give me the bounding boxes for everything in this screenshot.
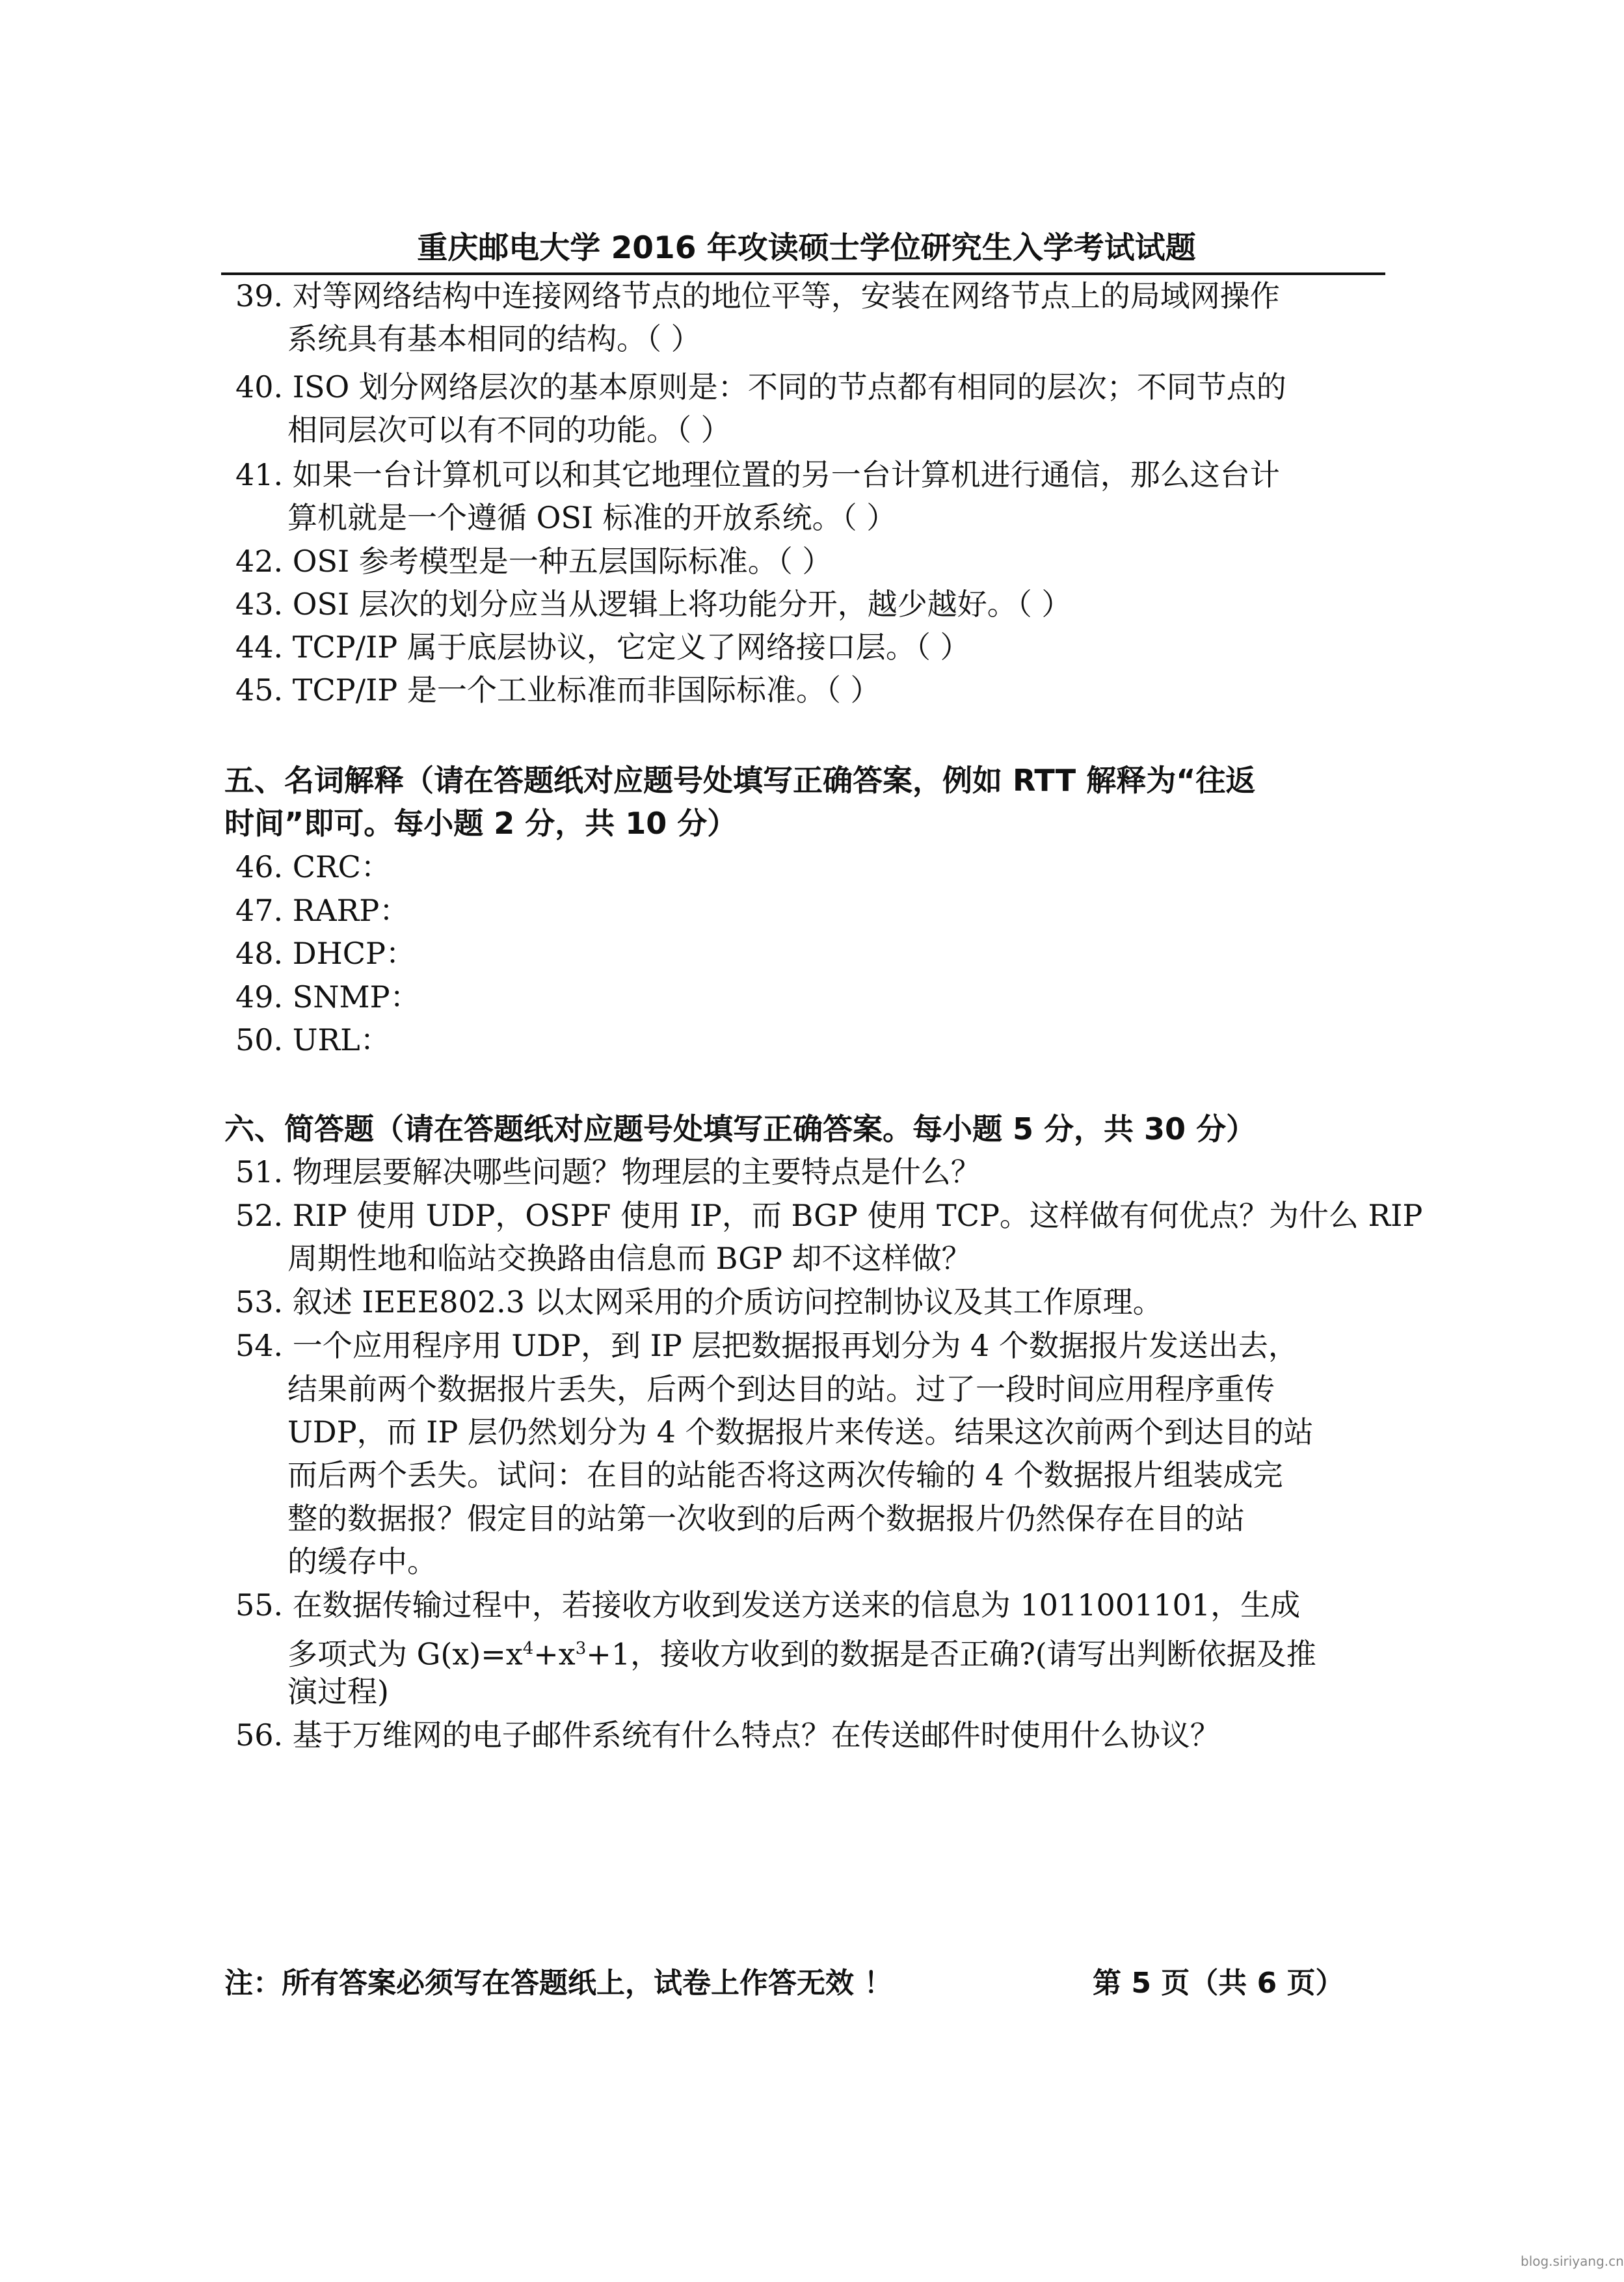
term-text: RARP： <box>292 893 410 928</box>
question-text: 基于万维网的电子邮件系统有什么特点？在传送邮件时使用什么协议？ <box>292 1718 1220 1753</box>
section-6-heading: 六、简答题（请在答题纸对应题号处填写正确答案。每小题 5 分，共 30 分） <box>224 1111 1257 1147</box>
question-number: 44. <box>235 630 284 665</box>
question-number: 47. <box>235 893 284 928</box>
question-text: 在数据传输过程中，若接收方收到发送方送来的信息为 1011001101，生成 <box>292 1587 1301 1623</box>
question-text: 如果一台计算机可以和其它地理位置的另一台计算机进行通信，那么这台计 <box>292 457 1280 492</box>
term-item <box>235 891 409 930</box>
question-text: TCP/IP 属于底层协议，它定义了网络接口层。（ ） <box>292 630 970 665</box>
question-53 <box>235 1282 1163 1321</box>
term-item <box>235 934 416 973</box>
question-number: 49. <box>235 979 284 1015</box>
question-text: RIP 使用 UDP，OSPF 使用 IP，而 BGP 使用 TCP。这样做有何优点？为什么 RIP <box>292 1198 1423 1233</box>
question-51 <box>235 1152 981 1191</box>
question-number: 46. <box>235 849 284 884</box>
question-56 <box>235 1716 1220 1755</box>
exponent: 4 <box>522 1639 534 1658</box>
question-number: 51. <box>235 1154 284 1189</box>
question-text: 一个应用程序用 UDP，到 IP 层把数据报再划分为 4 个数据报片发送出去， <box>292 1328 1298 1363</box>
question-39 <box>235 276 1280 315</box>
question-number: 41. <box>235 457 284 492</box>
page-number: 第 5 页（共 6 页） <box>1093 1967 1344 2000</box>
question-40 <box>235 367 1286 406</box>
question-43 <box>235 585 1071 624</box>
question-text: TCP/IP 是一个工业标准而非国际标准。（ ） <box>292 672 881 708</box>
question-54-cont: 结果前两个数据报片丢失，后两个到达目的站。过了一段时间应用程序重传 <box>287 1372 1275 1407</box>
question-text: 叙述 IEEE802.3 以太网采用的介质访问控制协议及其工作原理。 <box>292 1284 1163 1320</box>
question-41 <box>235 455 1280 494</box>
term-text: SNMP： <box>292 979 420 1015</box>
header-rule <box>221 272 1385 275</box>
question-text: 对等网络结构中连接网络节点的地位平等，安装在网络节点上的局域网操作 <box>292 278 1280 313</box>
question-39-cont: 系统具有基本相同的结构。（ ） <box>287 321 701 356</box>
formula-text: +1，接收方收到的数据是否正确?(请写出判断依据及推 <box>586 1636 1316 1672</box>
question-55 <box>235 1585 1300 1625</box>
question-number: 48. <box>235 936 284 971</box>
question-45 <box>235 670 880 710</box>
term-text: URL： <box>292 1022 390 1057</box>
question-number: 45. <box>235 672 284 708</box>
term-text: DHCP： <box>292 936 416 971</box>
question-number: 43. <box>235 587 284 622</box>
formula-text: +x <box>533 1636 576 1672</box>
question-42 <box>235 542 832 581</box>
term-text: CRC： <box>292 849 391 884</box>
question-54-cont: 的缓存中。 <box>287 1544 437 1579</box>
term-item <box>235 847 391 886</box>
question-54-cont: UDP，而 IP 层仍然划分为 4 个数据报片来传送。结果这次前两个到达目的站 <box>287 1414 1314 1450</box>
footer-note: 注：所有答案必须写在答题纸上，试卷上作答无效 ！ <box>224 1967 893 2000</box>
question-text: OSI 层次的划分应当从逻辑上将功能分开，越少越好。（ ） <box>292 587 1072 622</box>
question-44 <box>235 628 970 667</box>
question-text: 物理层要解决哪些问题？物理层的主要特点是什么？ <box>292 1154 981 1189</box>
question-54 <box>235 1326 1298 1365</box>
question-number: 53. <box>235 1284 284 1320</box>
question-number: 39. <box>235 278 284 313</box>
formula-text: 多项式为 G(x)=x <box>287 1636 523 1672</box>
question-number: 40. <box>235 369 284 405</box>
page-title: 重庆邮电大学 2016 年攻读硕士学位研究生入学考试试题 <box>417 230 1196 266</box>
question-52 <box>235 1196 1422 1235</box>
term-item <box>235 1020 390 1059</box>
term-item <box>235 977 420 1016</box>
question-55-cont: 演过程) <box>287 1674 389 1709</box>
question-52-cont: 周期性地和临站交换路由信息而 BGP 却不这样做？ <box>287 1241 972 1276</box>
question-number: 54. <box>235 1328 284 1363</box>
question-number: 56. <box>235 1718 284 1753</box>
section-5-heading-cont: 时间”即可。每小题 2 分，共 10 分） <box>224 806 738 841</box>
question-40-cont: 相同层次可以有不同的功能。（ ） <box>287 412 731 447</box>
question-number: 52. <box>235 1198 284 1233</box>
question-41-cont: 算机就是一个遵循 OSI 标准的开放系统。（ ） <box>287 500 897 535</box>
question-number: 42. <box>235 544 284 579</box>
question-54-cont: 整的数据报？假定目的站第一次收到的后两个数据报片仍然保存在目的站 <box>287 1501 1245 1536</box>
exponent: 3 <box>575 1639 587 1658</box>
watermark: blog.siriyang.cn <box>1521 2253 1624 2269</box>
question-text: OSI 参考模型是一种五层国际标准。（ ） <box>292 544 832 579</box>
question-55-cont <box>287 1629 1316 1673</box>
question-text: ISO 划分网络层次的基本原则是：不同的节点都有相同的层次；不同节点的 <box>292 369 1286 405</box>
section-5-heading: 五、名词解释（请在答题纸对应题号处填写正确答案，例如 RTT 解释为“往返 <box>224 763 1256 798</box>
question-54-cont: 而后两个丢失。试问：在目的站能否将这两次传输的 4 个数据报片组装成完 <box>287 1457 1283 1493</box>
question-number: 50. <box>235 1022 284 1057</box>
question-number: 55. <box>235 1587 284 1623</box>
